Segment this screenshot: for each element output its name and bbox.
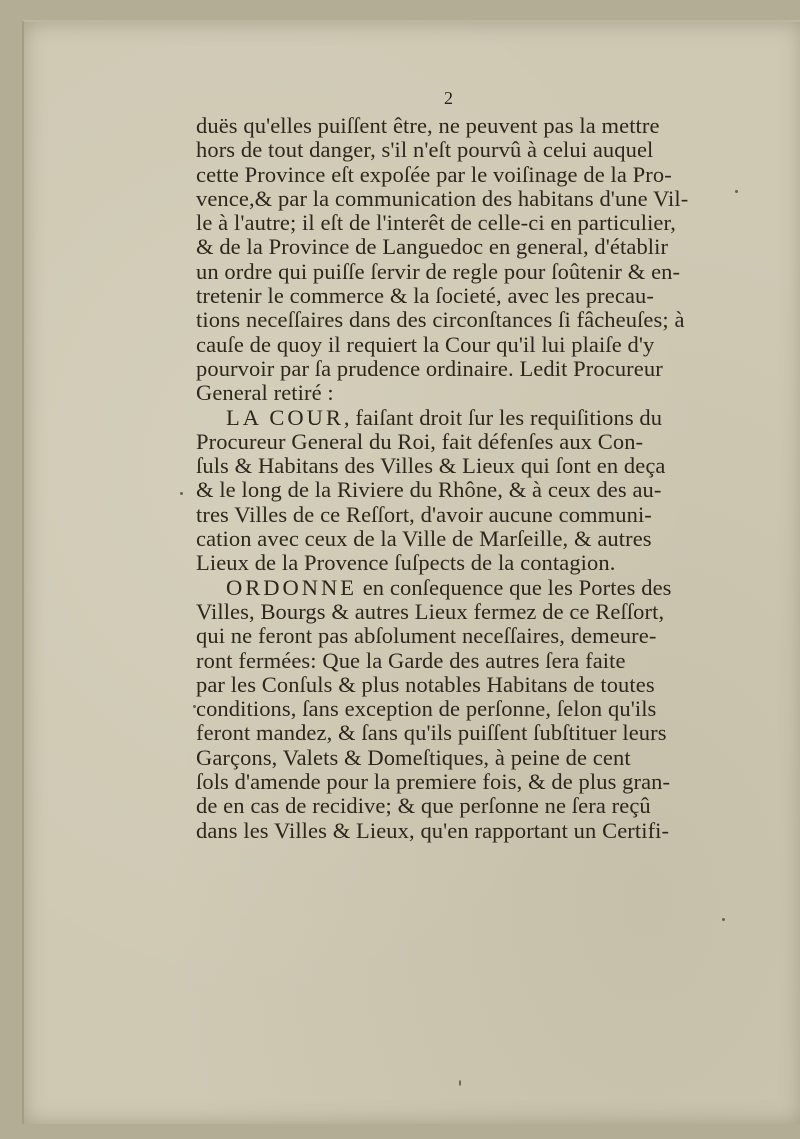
text-line: Procureur General du Roi, fait défenſes aux Con- — [196, 428, 644, 454]
text-line: le à l'autre; il eſt de l'interêt de celle-ci en particulier, — [196, 210, 676, 236]
paragraph-la-cour-first-line — [196, 406, 736, 430]
text-line: ſols d'amende pour la premiere fois, & de plus gran- — [196, 769, 671, 795]
paragraph-ordonne-first-line — [196, 576, 736, 600]
text-line: cation avec ceux de la Ville de Marſeille, & autres — [196, 526, 652, 552]
text-line: & de la Province de Languedoc en general, d'établir — [196, 234, 669, 260]
text-line: un ordre qui puiſſe ſervir de regle pour ſoûtenir & en- — [196, 258, 681, 284]
text-line: ſuls & Habitans des Villes & Lieux qui ſont en deça — [196, 453, 666, 479]
la-cour-rest: , faiſant droit ſur les requiſitions du — [343, 404, 663, 430]
text-line: ront fermées: Que la Garde des autres ſera faite — [196, 647, 626, 673]
text-line: duës qu'elles puiſſent être, ne peuvent pas la mettre — [196, 113, 660, 138]
text-line: par les Conſuls & plus notables Habitans de toutes — [196, 671, 655, 697]
text-line: Lieux de la Provence ſuſpects de la contagion. — [196, 550, 616, 576]
text-line: Garçons, Valets & Domeſtiques, à peine de cent — [196, 744, 631, 770]
text-line: hors de tout danger, s'il n'eſt pourvû à celui auquel — [196, 137, 654, 163]
text-line: General retiré : — [196, 380, 334, 406]
la-cour-lead: LA COUR — [226, 404, 344, 430]
text-line: tretenir le commerce & la ſocieté, avec les precau- — [196, 283, 654, 309]
text-line: & le long de la Riviere du Rhône, & à ceux des au- — [196, 477, 662, 503]
text-line: qui ne feront pas abſolument neceſſaires, demeure- — [196, 623, 657, 649]
text-line: tions neceſſaires dans des circonſtances ſi fâcheuſes; à — [196, 307, 685, 333]
text-line: vence,& par la communication des habitans d'une Vil- — [196, 185, 689, 211]
text-line: cauſe de quoy il requiert la Cour qu'il lui plaiſe d'y — [196, 331, 655, 357]
page-number: 2 — [444, 88, 453, 108]
text-line: cette Province eſt expoſée par le voiſinage de la Pro- — [196, 161, 672, 187]
text-line: pourvoir par ſa prudence ordinaire. Ledit Procureur — [196, 355, 663, 381]
body-text — [196, 114, 736, 843]
text-line: de en cas de recidive; & que perſonne ne ſera reçû — [196, 793, 651, 819]
text-line: tres Villes de ce Reſſort, d'avoir aucune communi- — [196, 501, 652, 527]
text-line: dans les Villes & Lieux, qu'en rapportant un Certifi- — [196, 817, 670, 843]
text-line: feront mandez, & ſans qu'ils puiſſent ſubſtituer leurs — [196, 720, 667, 746]
ordonne-lead: ORDONNE — [226, 574, 357, 600]
text-line: Villes, Bourgs & autres Lieux fermez de ce Reſſort, — [196, 598, 665, 624]
ordonne-rest: en conſequence que les Portes des — [357, 574, 672, 600]
text-line: conditions, ſans exception de perſonne, ſelon qu'ils — [196, 696, 657, 722]
